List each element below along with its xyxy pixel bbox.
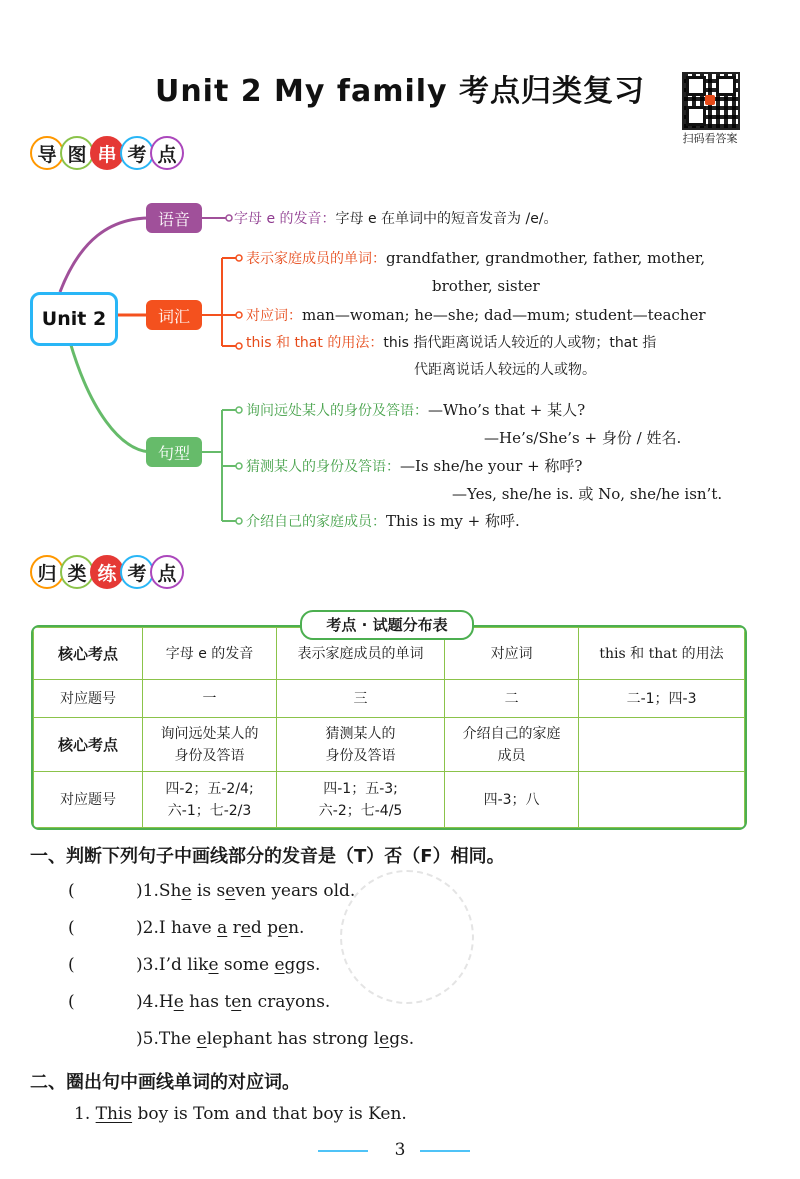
part2-item-1 <box>74 1104 407 1124</box>
tag-phonics: 语音 <box>146 203 202 233</box>
question-text: She is seven years old. <box>158 881 356 901</box>
question-row <box>68 913 588 950</box>
question-row <box>68 876 588 913</box>
answer-paren[interactable]: ( <box>68 992 75 1012</box>
underlined-word[interactable]: This <box>95 1104 133 1124</box>
heading-char: 图 <box>60 136 94 170</box>
question-row <box>68 1024 588 1061</box>
question-number: )4. <box>136 992 159 1012</box>
vocab-pairs-line <box>246 301 706 330</box>
qr-code[interactable] <box>682 72 740 130</box>
table-caption: 考点 · 试题分布表 <box>300 610 474 640</box>
answer-paren[interactable]: ( <box>68 955 75 975</box>
section-heading-practice <box>30 555 180 589</box>
row-head: 对应题号 <box>34 772 143 828</box>
section-heading-mindmap <box>30 136 180 170</box>
table-cell: 表示家庭成员的单词 <box>277 628 445 680</box>
question-text: I’d like some eggs. <box>158 955 321 975</box>
table-cell: 四-3；八 <box>445 772 579 828</box>
qr-caption: 扫码看答案 <box>682 132 738 145</box>
table-cell: 二 <box>445 680 579 718</box>
qr-logo <box>705 95 715 105</box>
table-cell: 猜测某人的 身份及答语 <box>277 718 445 772</box>
question-text: The elephant has strong legs. <box>158 1029 415 1049</box>
heading-char: 导 <box>30 136 64 170</box>
vocab-family-line <box>246 244 705 273</box>
vocab-pairs-text: man—woman; he—she; dad—mum; student—teacher <box>302 306 706 324</box>
answer-paren[interactable] <box>68 1024 136 1061</box>
table-cell: 对应词 <box>445 628 579 680</box>
table-cell <box>579 772 745 828</box>
table-cell: 一 <box>143 680 277 718</box>
phonics-line <box>234 204 558 233</box>
sent-intro-label: 介绍自己的家庭成员： <box>246 514 386 530</box>
sent-guess-line2: —Yes, she/he is. 或 No, she/he isn’t. <box>452 485 723 503</box>
part1-heading: 一、判断下列句子中画线部分的发音是（T）否（F）相同。 <box>30 846 505 867</box>
sent-ask-line2: —He’s/She’s + 身份 / 姓名. <box>484 429 682 447</box>
sent-ask-label: 询问远处某人的身份及答语： <box>246 403 428 419</box>
table-cell: 询问远处某人的 身份及答语 <box>143 718 277 772</box>
sent-guess-text: —Is she/he your + 称呼? <box>400 457 583 475</box>
table-cell: 三 <box>277 680 445 718</box>
qr-finder <box>686 106 706 126</box>
heading-char: 点 <box>150 555 184 589</box>
sent-ask-text: —Who’s that + 某人? <box>428 401 586 419</box>
row-head: 对应题号 <box>34 680 143 718</box>
distribution-table <box>31 625 747 830</box>
qr-finder <box>716 76 736 96</box>
qr-finder <box>686 76 706 96</box>
vocab-thisthat-line <box>246 328 656 357</box>
question-text: boy is Tom and that boy is Ken. <box>132 1104 407 1124</box>
mindmap-root: Unit 2 <box>30 292 118 346</box>
part2-heading: 二、圈出句中画线单词的对应词。 <box>30 1072 300 1093</box>
sent-guess-label: 猜测某人的身份及答语： <box>246 459 400 475</box>
answer-paren[interactable]: ( <box>68 918 75 938</box>
question-row <box>68 987 588 1024</box>
sent-ask-line <box>246 396 585 425</box>
phonics-label: 字母 e 的发音： <box>234 211 336 227</box>
phonics-text: 字母 e 在单词中的短音发音为 /e/。 <box>335 211 558 227</box>
part1-list <box>68 876 588 1061</box>
vocab-family-label: 表示家庭成员的单词： <box>246 251 386 267</box>
table-row <box>34 718 745 772</box>
tag-sentences: 句型 <box>146 437 202 467</box>
question-text: He has ten crayons. <box>158 992 331 1012</box>
row-head: 核心考点 <box>34 628 143 680</box>
question-text: I have a red pen. <box>158 918 305 938</box>
vocab-pairs-label: 对应词： <box>246 308 302 324</box>
page-number: 3 <box>394 1140 406 1160</box>
heading-char: 点 <box>150 136 184 170</box>
heading-char: 类 <box>60 555 94 589</box>
heading-char: 考 <box>120 555 154 589</box>
question-number: 1. <box>74 1104 96 1124</box>
answer-paren[interactable]: ( <box>68 881 75 901</box>
table-cell: 四-2；五-2/4; 六-1；七-2/3 <box>143 772 277 828</box>
heading-char: 归 <box>30 555 64 589</box>
heading-char: 练 <box>90 555 124 589</box>
table-cell: 二-1；四-3 <box>579 680 745 718</box>
table-cell <box>579 718 745 772</box>
vocab-thisthat-line2: 代距离说话人较远的人或物。 <box>414 362 596 378</box>
table-cell: 四-1；五-3; 六-2；七-4/5 <box>277 772 445 828</box>
page-title: Unit 2 My family 考点归类复习 <box>154 74 646 109</box>
vocab-family-line2: brother, sister <box>432 277 540 295</box>
vocab-thisthat-text: this 指代距离说话人较近的人或物；that 指 <box>383 335 657 351</box>
sent-intro-line <box>246 507 520 536</box>
question-number: )1. <box>136 881 159 901</box>
tag-vocab: 词汇 <box>146 300 202 330</box>
table-row <box>34 680 745 718</box>
question-number: )5. <box>136 1029 159 1049</box>
table-cell: 字母 e 的发音 <box>143 628 277 680</box>
heading-char: 考 <box>120 136 154 170</box>
sent-guess-line <box>246 452 582 481</box>
table-cell: 介绍自己的家庭 成员 <box>445 718 579 772</box>
heading-char: 串 <box>90 136 124 170</box>
sent-intro-text: This is my + 称呼. <box>386 512 520 530</box>
question-number: )3. <box>136 955 159 975</box>
row-head: 核心考点 <box>34 718 143 772</box>
question-row <box>68 950 588 987</box>
table-cell: this 和 that 的用法 <box>579 628 745 680</box>
question-number: )2. <box>136 918 159 938</box>
vocab-thisthat-label: this 和 that 的用法： <box>246 335 384 351</box>
vocab-family-text: grandfather, grandmother, father, mother, <box>386 249 706 267</box>
table-row <box>34 772 745 828</box>
